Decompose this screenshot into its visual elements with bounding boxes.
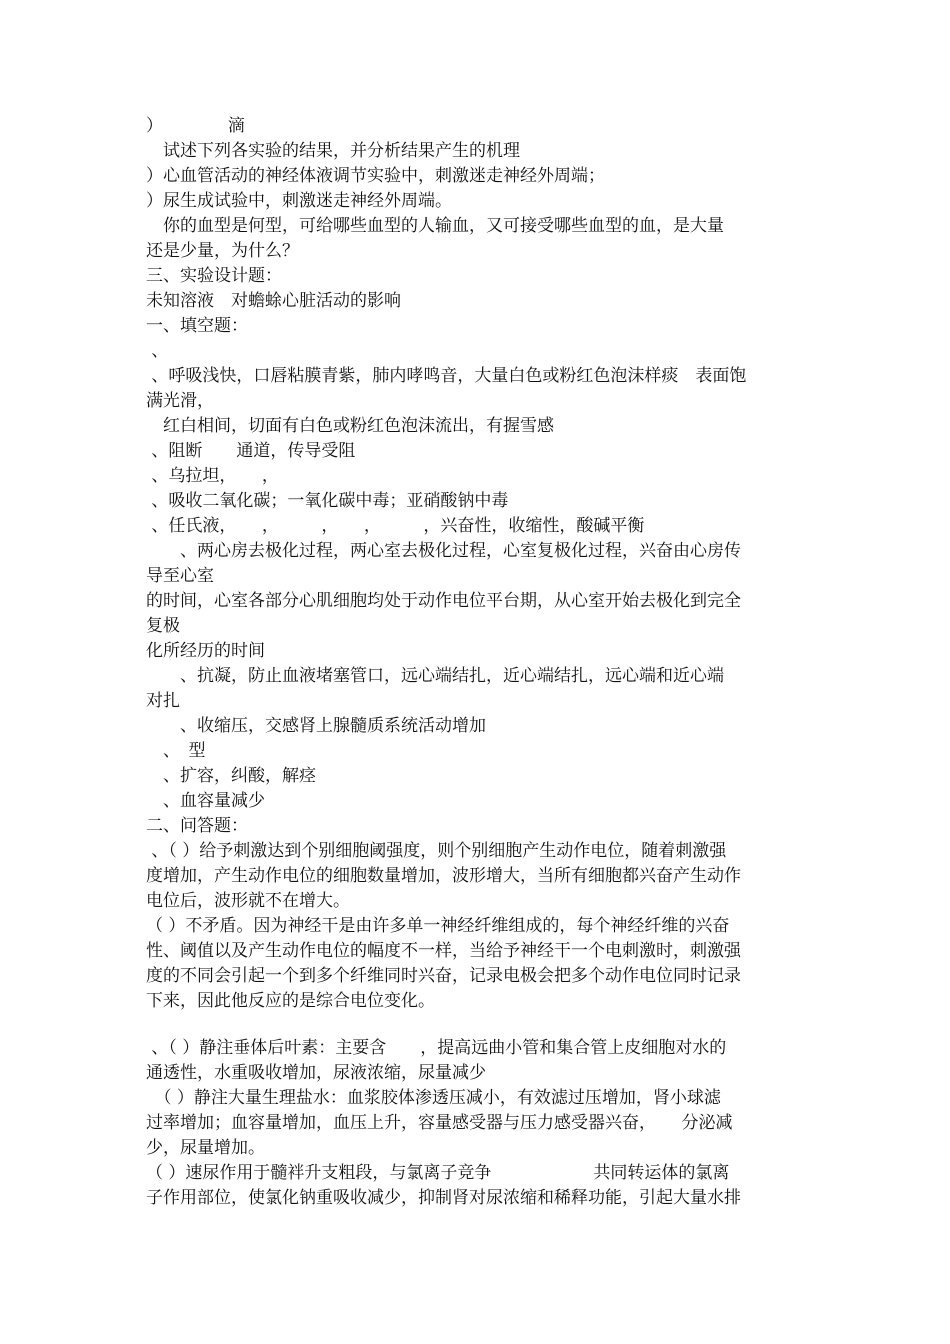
text-line: 度增加，产生动作电位的细胞数量增加，波形增大，当所有细胞都兴奋产生动作 xyxy=(146,866,741,886)
text-line: 性、阈值以及产生动作电位的幅度不一样，当给予神经干一个电刺激时，刺激强 xyxy=(146,941,741,961)
text-line: 试述下列各实验的结果，并分析结果产生的机理 xyxy=(146,141,520,161)
text-line: 的时间，心室各部分心肌细胞均处于动作电位平台期，从心室开始去极化到完全 xyxy=(146,591,741,611)
text-line: 、 xyxy=(146,341,169,361)
section-heading: 三、实验设计题： xyxy=(146,266,282,286)
text-line: ） 滴 xyxy=(146,116,245,136)
paragraph-gap xyxy=(146,1014,808,1036)
text-line: 通透性，水重吸收增加，尿液浓缩，尿量减少 xyxy=(146,1063,486,1083)
text-line: 、吸收二氧化碳；一氧化碳中毒；亚硝酸钠中毒 xyxy=(146,491,509,511)
text-line: 、血容量减少 xyxy=(146,791,265,811)
text-line: ）心血管活动的神经体液调节实验中，刺激迷走神经外周端； xyxy=(146,166,605,186)
text-line: 、乌拉坦， ， xyxy=(146,466,279,486)
text-line: 复极 xyxy=(146,616,180,636)
document-body xyxy=(146,114,808,1211)
text-line: 、（ ）静注垂体后叶素：主要含 ，提高远曲小管和集合管上皮细胞对水的 xyxy=(146,1038,727,1058)
section-heading: 一、填空题： xyxy=(146,316,248,336)
text-line: 电位后，波形就不在增大。 xyxy=(146,891,350,911)
text-line: 化所经历的时间 xyxy=(146,641,265,661)
text-line: 红白相间，切面有白色或粉红色泡沫流出，有握雪感 xyxy=(146,416,554,436)
text-line: （ ）速尿作用于髓袢升支粗段，与氯离子竞争 共同转运体的氯离 xyxy=(146,1163,730,1183)
text-line: 下来，因此他反应的是综合电位变化。 xyxy=(146,991,435,1011)
text-line: 、呼吸浅快，口唇粘膜青紫，肺内哮鸣音，大量白色或粉红色泡沫样痰 表面饱 xyxy=(146,366,747,386)
text-line: 少，尿量增加。 xyxy=(146,1138,265,1158)
text-line: 你的血型是何型，可给哪些血型的人输血，又可接受哪些血型的血，是大量 xyxy=(146,216,724,236)
text-line: 对扎 xyxy=(146,691,180,711)
text-line: 度的不同会引起一个到多个纤维同时兴奋，记录电极会把多个动作电位同时记录 xyxy=(146,966,741,986)
text-line: 、抗凝，防止血液堵塞管口，远心端结扎，近心端结扎，远心端和近心端 xyxy=(146,666,724,686)
text-line: 、 型 xyxy=(146,741,206,761)
text-line: 满光滑， xyxy=(146,391,214,411)
text-line: 还是少量，为什么？ xyxy=(146,241,299,261)
text-line: （ ）不矛盾。因为神经干是由许多单一神经纤维组成的，每个神经纤维的兴奋 xyxy=(146,916,730,936)
text-line: 、扩容，纠酸，解痉 xyxy=(146,766,316,786)
text-line: 、两心房去极化过程，两心室去极化过程，心室复极化过程，兴奋由心房传 xyxy=(146,541,741,561)
text-line: （ ）静注大量生理盐水：血浆胶体渗透压减小，有效滤过压增加，肾小球滤 xyxy=(146,1088,721,1108)
text-line: 、收缩压，交感肾上腺髓质系统活动增加 xyxy=(146,716,486,736)
text-line: 、任氏液， ， ， ， ，兴奋性，收缩性，酸碱平衡 xyxy=(146,516,645,536)
text-line: 子作用部位，使氯化钠重吸收减少，抑制肾对尿浓缩和稀释功能，引起大量水排 xyxy=(146,1188,741,1208)
text-line: 未知溶液 对蟾蜍心脏活动的影响 xyxy=(146,291,401,311)
text-line: 、（ ）给予刺激达到个别细胞阈强度，则个别细胞产生动作电位，随着刺激强 xyxy=(146,841,727,861)
text-line: 过率增加；血容量增加，血压上升，容量感受器与压力感受器兴奋， 分泌减 xyxy=(146,1113,733,1133)
text-line: 、阻断 通道，传导受阻 xyxy=(146,441,356,461)
text-line: 导至心室 xyxy=(146,566,214,586)
text-line: ）尿生成试验中，刺激迷走神经外周端。 xyxy=(146,191,452,211)
section-heading: 二、问答题： xyxy=(146,816,248,836)
